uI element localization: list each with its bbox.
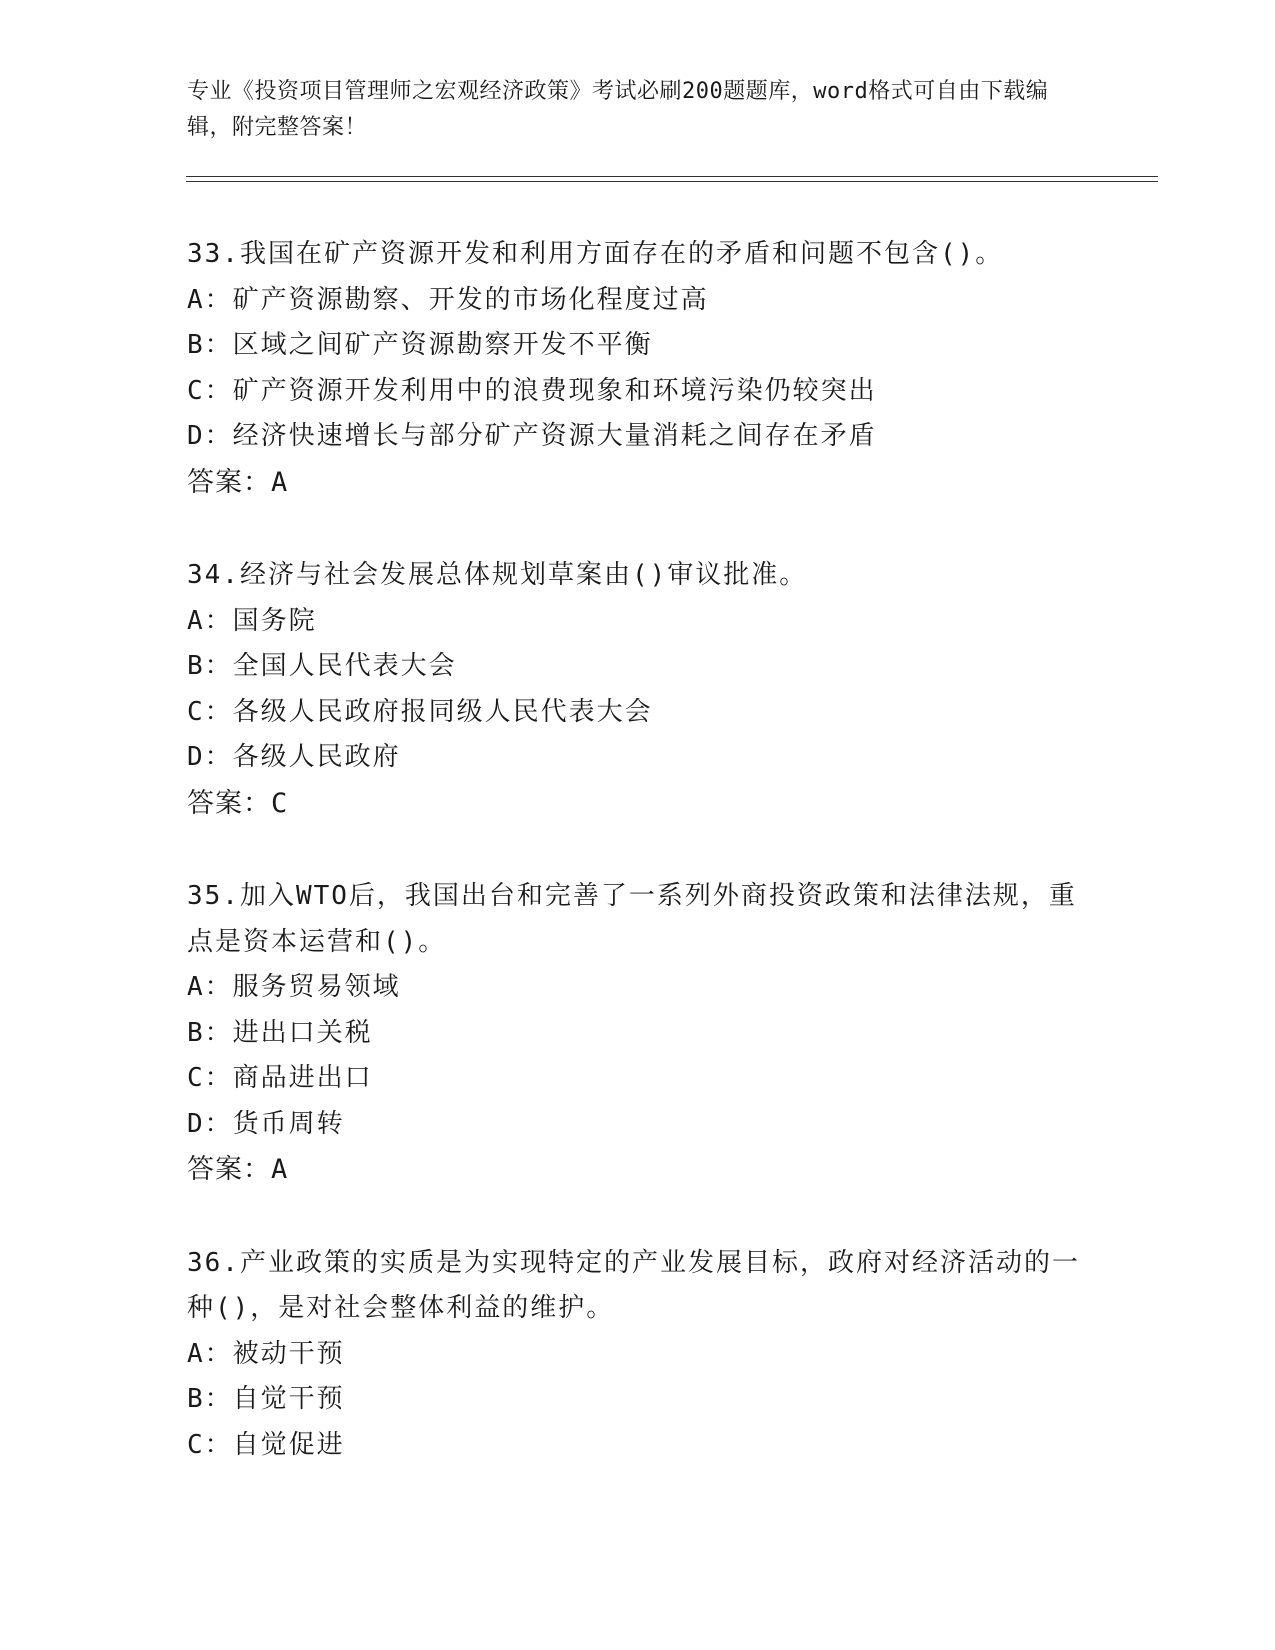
question-34 bbox=[187, 553, 1087, 826]
option-a: A：国务院 bbox=[187, 605, 317, 636]
option-c: C：各级人民政府报同级人民代表大会 bbox=[187, 696, 653, 727]
option-d: D：货币周转 bbox=[187, 1108, 345, 1139]
option-d: D：经济快速增长与部分矿产资源大量消耗之间存在矛盾 bbox=[187, 421, 877, 451]
question-stem: 35.加入WTO后，我国出台和完善了一系列外商投资政策和法律法规，重点是资本运营和()。 bbox=[187, 881, 1077, 957]
answer-value: C bbox=[271, 787, 289, 819]
header-divider bbox=[186, 176, 1158, 177]
option-b: B：区域之间矿产资源勘察开发不平衡 bbox=[187, 330, 653, 360]
option-c: C：商品进出口 bbox=[187, 1063, 373, 1093]
option-a: A：服务贸易领域 bbox=[187, 972, 401, 1002]
option-b: B：全国人民代表大会 bbox=[187, 651, 457, 681]
question-35 bbox=[187, 874, 1087, 1193]
answer-line bbox=[187, 460, 1087, 506]
header-divider-secondary bbox=[186, 181, 1158, 182]
question-33 bbox=[187, 232, 1087, 505]
question-list bbox=[187, 232, 1087, 1516]
answer-line bbox=[187, 781, 1087, 827]
option-b: B：进出口关税 bbox=[187, 1017, 373, 1048]
question-stem: 34.经济与社会发展总体规划草案由()审议批准。 bbox=[187, 560, 808, 590]
answer-label: 答案： bbox=[187, 787, 271, 819]
option-a: A：被动干预 bbox=[187, 1338, 345, 1369]
answer-value: A bbox=[271, 1154, 289, 1185]
question-stem: 33.我国在矿产资源开发和利用方面存在的矛盾和问题不包含()。 bbox=[187, 239, 1004, 269]
answer-label: 答案： bbox=[187, 466, 271, 498]
answer-line bbox=[187, 1147, 1087, 1193]
document-header: 专业《投资项目管理师之宏观经济政策》考试必刷200题题库，word格式可自由下载编辑，附完整答案！ bbox=[187, 79, 1049, 140]
option-b: B：自觉干预 bbox=[187, 1384, 345, 1414]
answer-label: 答案： bbox=[187, 1154, 271, 1185]
option-c: C：自觉促进 bbox=[187, 1429, 345, 1460]
question-stem: 36.产业政策的实质是为实现特定的产业发展目标，政府对经济活动的一种()，是对社会整体利益的维护。 bbox=[187, 1247, 1080, 1323]
option-a: A：矿产资源勘察、开发的市场化程度过高 bbox=[187, 284, 709, 315]
question-36 bbox=[187, 1241, 1087, 1469]
option-d: D：各级人民政府 bbox=[187, 742, 401, 772]
option-c: C：矿产资源开发利用中的浪费现象和环境污染仍较突出 bbox=[187, 375, 877, 406]
answer-value: A bbox=[271, 466, 289, 498]
